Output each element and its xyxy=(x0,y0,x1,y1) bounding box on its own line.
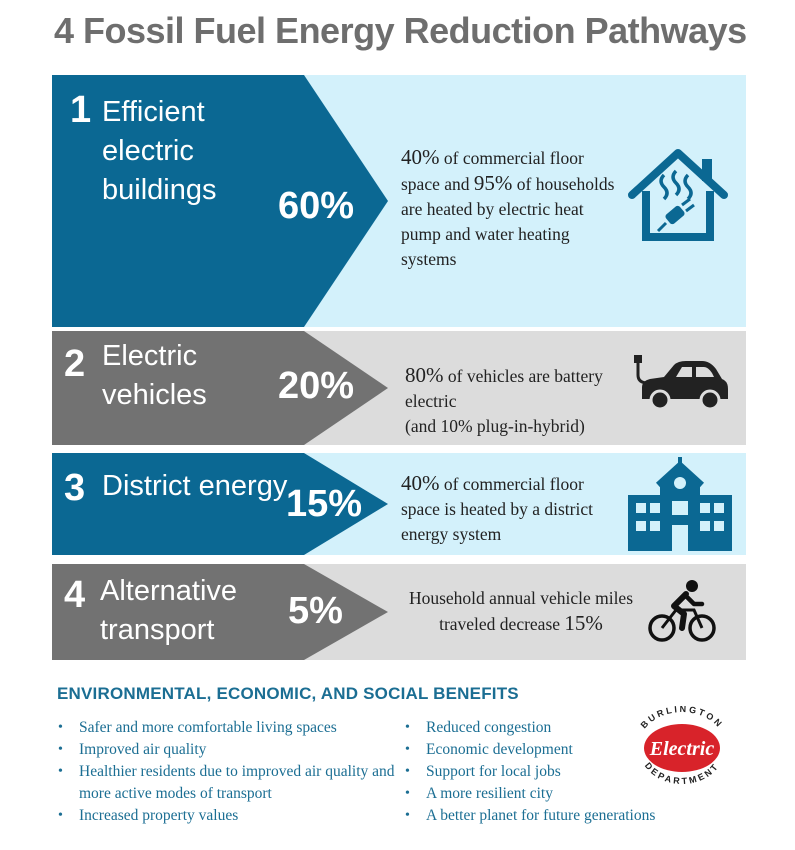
pathway-label: Electric vehicles xyxy=(102,340,207,411)
pathway-percent: 15% xyxy=(286,483,363,525)
list-item: • Support for local jobs xyxy=(402,761,702,783)
pathway-percent: 5% xyxy=(288,590,343,632)
list-item: • Increased property values xyxy=(55,805,395,827)
list-item: • Improved air quality xyxy=(55,739,395,761)
pathway-description: Household annual vehicle miles traveled decrease 15% xyxy=(408,588,634,635)
pathway-row-2 xyxy=(52,331,746,445)
school-building-icon xyxy=(624,457,736,551)
pathway-label: Alternative transport xyxy=(100,575,238,646)
pathway-description: 80% of vehicles are battery electric (and 10% plug-in-hybrid) xyxy=(405,363,603,436)
pathway-number: 4 xyxy=(64,574,86,616)
pathway-label: District energy xyxy=(102,470,288,502)
list-item: • Reduced congestion xyxy=(402,717,702,739)
benefits-list-left xyxy=(55,717,395,827)
cyclist-icon xyxy=(648,578,716,646)
page-title: 4 Fossil Fuel Energy Reduction Pathways xyxy=(54,10,747,51)
pathway-percent: 60% xyxy=(278,185,355,227)
pathway-number: 2 xyxy=(64,343,86,385)
burlington-electric-logo xyxy=(626,706,738,790)
electric-house-icon xyxy=(626,147,730,243)
pathway-row-4 xyxy=(52,564,746,660)
list-item: • A better planet for future generations xyxy=(402,805,702,827)
list-item: • Economic development xyxy=(402,739,702,761)
pathway-description: 40% of commercial floor space and 95% of households are heated by electric heat pump and water heating systems xyxy=(401,145,615,269)
pathway-number: 3 xyxy=(64,467,86,509)
list-item: • Healthier residents due to improved air quality and more active modes of transport xyxy=(55,761,395,805)
logo-bottom-text: DEPARTMENT xyxy=(642,760,722,787)
pathway-row-1 xyxy=(52,75,746,327)
logo-top-text: BURLINGTON xyxy=(638,706,726,731)
benefits-title: ENVIRONMENTAL, ECONOMIC, AND SOCIAL BENEFITS xyxy=(57,684,519,703)
logo-main-text: Electric xyxy=(649,738,715,760)
pathway-label: Efficient electric buildings xyxy=(102,96,217,206)
electric-car-icon xyxy=(630,355,732,415)
list-item: • Safer and more comfortable living spaces xyxy=(55,717,395,739)
pathway-description: 40% of commercial floor space is heated by a district energy system xyxy=(401,471,593,544)
list-item: • A more resilient city xyxy=(402,783,702,805)
pathway-percent: 20% xyxy=(278,365,355,407)
pathway-number: 1 xyxy=(70,89,92,131)
pathway-row-3 xyxy=(52,453,746,555)
